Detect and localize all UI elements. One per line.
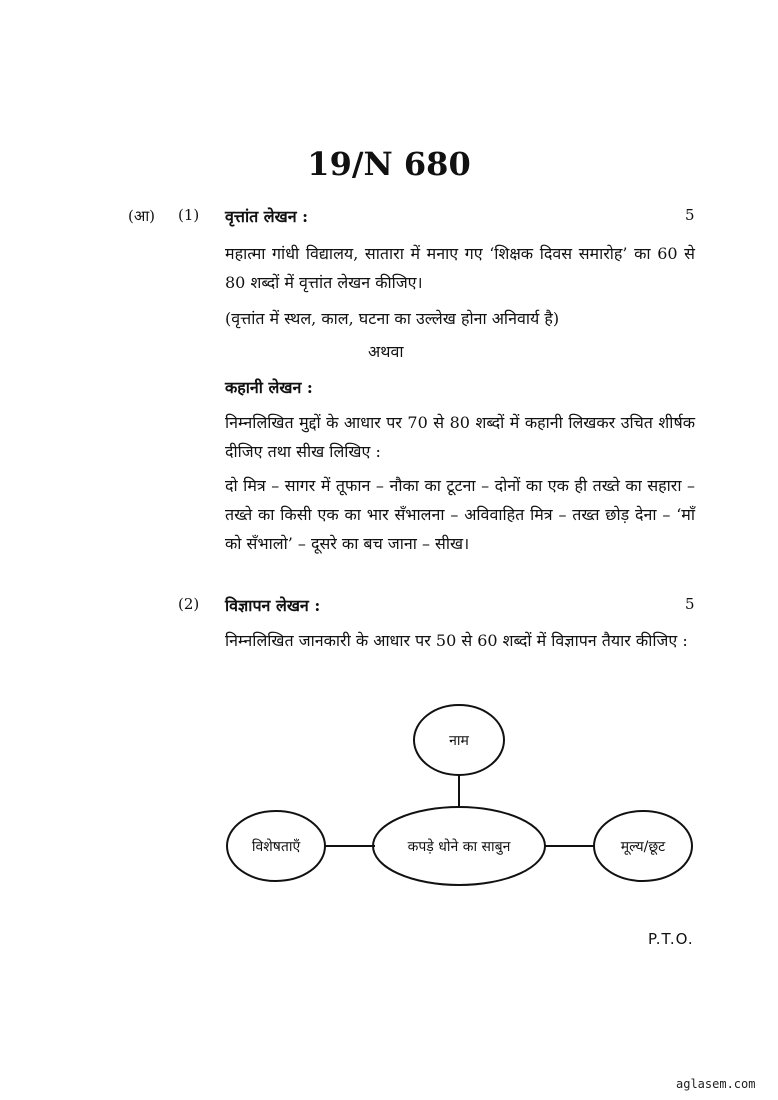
q2-number: (2) (178, 595, 200, 613)
section-label: (आ) (128, 207, 156, 225)
diagram-left-label: विशेषताएँ (251, 839, 301, 855)
story-paragraph: निम्नलिखित मुद्दों के आधार पर 70 से 80 शब्दों में कहानी लिखकर उचित शीर्षक दीजिए तथा सीख लिखिए : (225, 413, 695, 461)
q1-paragraph: महात्मा गांधी विद्यालय, सातारा में मनाए गए ‘शिक्षक दिवस समारोह’ का 60 से 80 शब्दों में वृत्तांत लेखन कीजिए। (225, 244, 695, 292)
q1-heading: वृत्तांत लेखन : (225, 207, 309, 226)
q1-marks: 5 (685, 206, 695, 224)
or-divider: अथवा (368, 342, 404, 361)
q2-marks: 5 (685, 595, 695, 613)
diagram-center-label: कपड़े धोने का साबुन (407, 839, 511, 855)
q2-heading: विज्ञापन लेखन : (225, 596, 321, 615)
pto-label: P.T.O. (648, 930, 694, 948)
footer-watermark: aglasem.com (676, 1077, 756, 1091)
q1-note: (वृत्तांत में स्थल, काल, घटना का उल्लेख होना अनिवार्य है) (225, 309, 560, 328)
paper-code: 19/N 680 (307, 145, 471, 183)
q1-number: (1) (178, 206, 200, 224)
q2-paragraph: निम्नलिखित जानकारी के आधार पर 50 से 60 शब्दों में विज्ञापन तैयार कीजिए : (225, 631, 688, 650)
diagram-right-label: मूल्य/छूट (620, 839, 666, 855)
story-points: दो मित्र – सागर में तूफान – नौका का टूटना – दोनों का एक ही तख्ते का सहारा – तख्ते का किसी एक का भार सँभालना – अविवाहित मित्र – तख्त छोड़ देना – ‘माँ को सँभालो’ – दूसरे का बच जाना – सीख। (225, 476, 695, 553)
story-heading: कहानी लेखन : (225, 378, 313, 397)
diagram-top-label: नाम (449, 733, 469, 749)
